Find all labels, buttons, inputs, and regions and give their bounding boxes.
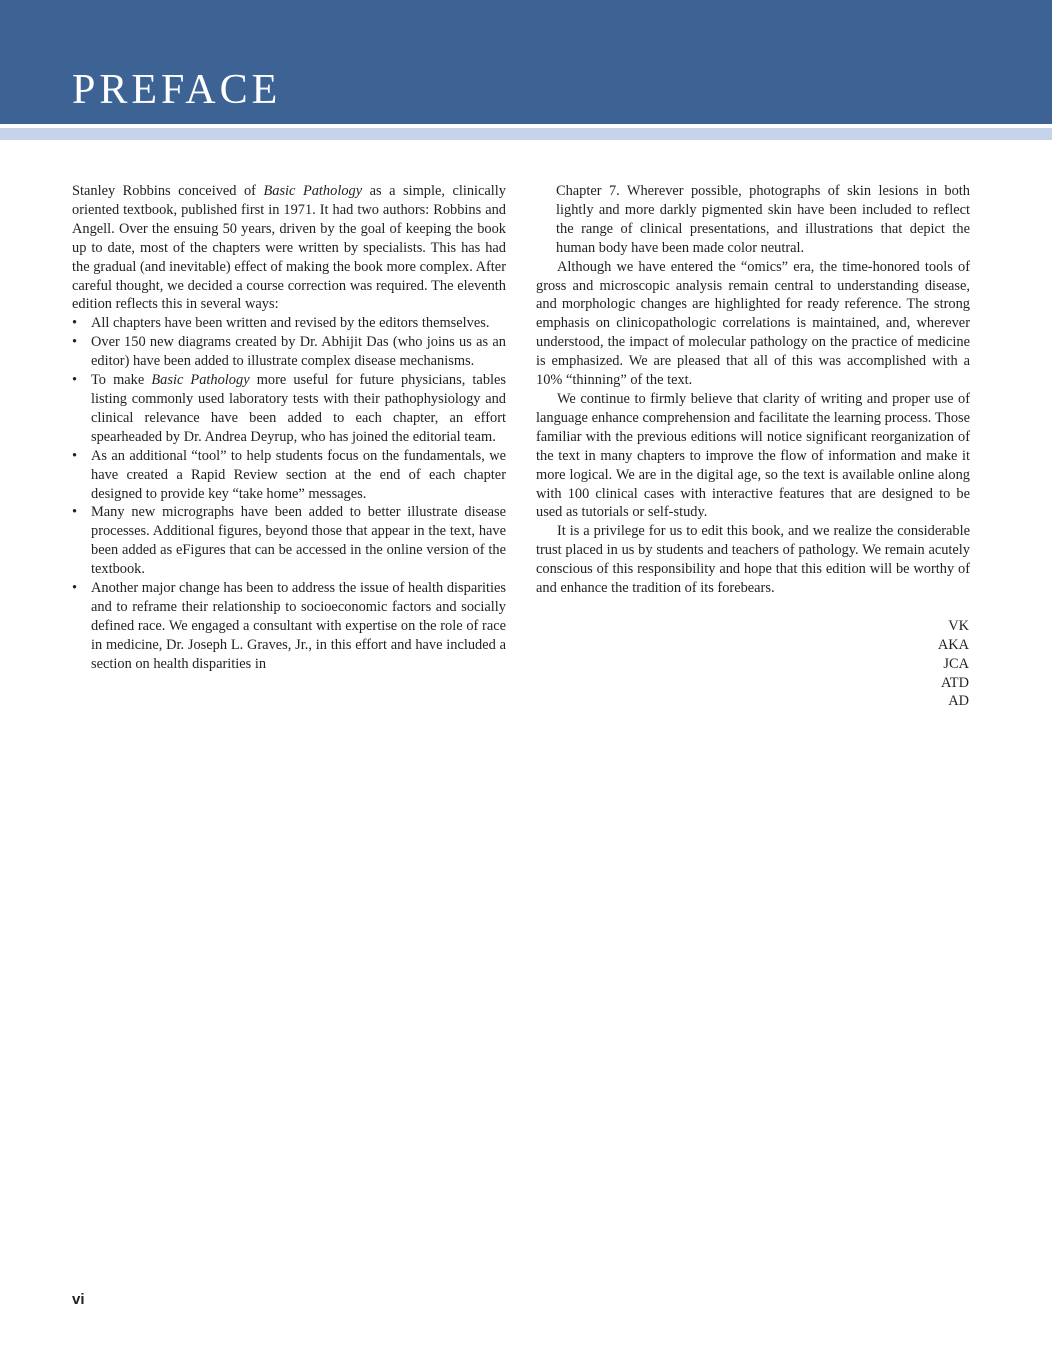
bullet-item: [72, 333, 506, 371]
body-paragraph: Although we have entered the “omics” era, the time-honored tools of gross and microscopic analysis remain central to understanding disease, and morphologic changes are highlighted for ready reference. The strong emphasis on clinicopathologic correlations is maintained, and, wherever understood, the impact of molecular pathology on the practice of medicine is emphasized. We are pleased that all of this was accomplished with a 10% “thinning” of the text.: [536, 258, 970, 389]
text-run: All chapters have been written and revised by the editors themselves.: [91, 315, 490, 332]
text-run: As an additional “tool” to help students focus on the fundamentals, we have created a Rapid Review section at the end of each chapter designed to provide key “take home” messages.: [91, 447, 506, 502]
bullet-text: [91, 580, 506, 672]
italic-title: Basic Pathology: [263, 183, 363, 199]
text-run: To make: [91, 372, 152, 389]
bullet-text: [91, 504, 506, 577]
bullet-continuation: Chapter 7. Wherever possible, photographs of skin lesions in both lightly and more darkly pigmented skin have been included to reflect the range of clinical presentations, and illustrations that depict the human body have been made color neutral.: [556, 183, 970, 256]
bullet-text: [91, 334, 506, 369]
editor-initial: VK: [948, 617, 969, 634]
editor-initial: AKA: [937, 636, 969, 653]
text-run: Over 150 new diagrams created by Dr. Abhijit Das (who joins us as an editor) have been added to illustrate complex disease mechanisms.: [91, 334, 506, 370]
bullet-marker: •: [72, 504, 78, 521]
bullet-text: [91, 372, 506, 445]
text-run: as a simple, clinically oriented textbook, published first in 1971. It had two authors: Robbins and Angell. Over the ensuing 50 years, driven by the goal of keeping the book up to date, most of the chapters were written by specialists. This has had the gradual (and inevitable) effect of making the book more complex. After careful thought, we decided a course correction was required. The eleventh edition reflects this in several ways:: [72, 183, 506, 313]
right-column: [536, 182, 970, 711]
bullet-marker: •: [72, 580, 78, 597]
page-title: PREFACE: [72, 67, 282, 113]
editor-initials: [536, 617, 970, 712]
italic-title: Basic Pathology: [151, 372, 250, 389]
bullet-item: [72, 314, 506, 333]
bullet-item: [72, 371, 506, 447]
text-run: Stanley Robbins conceived of: [72, 183, 264, 199]
page-number: vi: [72, 1291, 85, 1308]
bullet-marker: •: [72, 372, 78, 389]
text-run: more useful for future physicians, tables listing commonly used laboratory tests with their pathophysiology and clinical relevance have been added to each chapter, an effort spearheaded by Dr. Andrea Deyrup, who has joined the editorial team.: [91, 372, 506, 445]
text-run: Many new micrographs have been added to better illustrate disease processes. Additional figures, beyond those that appear in the text, have been added as eFigures that can be accessed in the online version of the textbook.: [91, 504, 506, 578]
text-run: Another major change has been to address the issue of health disparities and to reframe their relationship to socioeconomic factors and socially defined race. We engaged a consultant with expertise on the role of race in medicine, Dr. Joseph L. Graves, Jr., in this effort and have included a section on health disparities in: [91, 580, 506, 672]
bullet-text: [91, 315, 489, 331]
header-rule: [0, 124, 1052, 140]
bullet-text: [91, 448, 506, 502]
editor-initial: JCA: [943, 655, 969, 672]
bullet-item: [72, 579, 506, 674]
bullet-marker: •: [72, 315, 78, 332]
body-paragraph: We continue to firmly believe that clarity of writing and proper use of language enhance comprehension and facilitate the learning process. Those familiar with the previous editions will notice significant reorganization of the text in many chapters to improve the flow of information and make it more logical. We are in the digital age, so the text is available online along with 100 clinical cases with interactive features that are designed to be used as tutorials or self-study.: [536, 390, 970, 521]
bullet-marker: •: [72, 334, 78, 351]
bullet-item: [72, 447, 506, 504]
editor-initial: ATD: [941, 674, 969, 691]
bullet-list: [72, 314, 506, 673]
bullet-item: [72, 503, 506, 579]
body-paragraph: It is a privilege for us to edit this book, and we realize the considerable trust placed in us by students and teachers of pathology. We remain acutely conscious of this responsibility and hope that this edition will be worthy of and enhance the tradition of its forebears.: [536, 523, 970, 597]
bullet-marker: •: [72, 447, 78, 464]
editor-initial: AD: [948, 693, 969, 710]
left-column: [72, 182, 506, 674]
intro-paragraph: [72, 182, 506, 314]
